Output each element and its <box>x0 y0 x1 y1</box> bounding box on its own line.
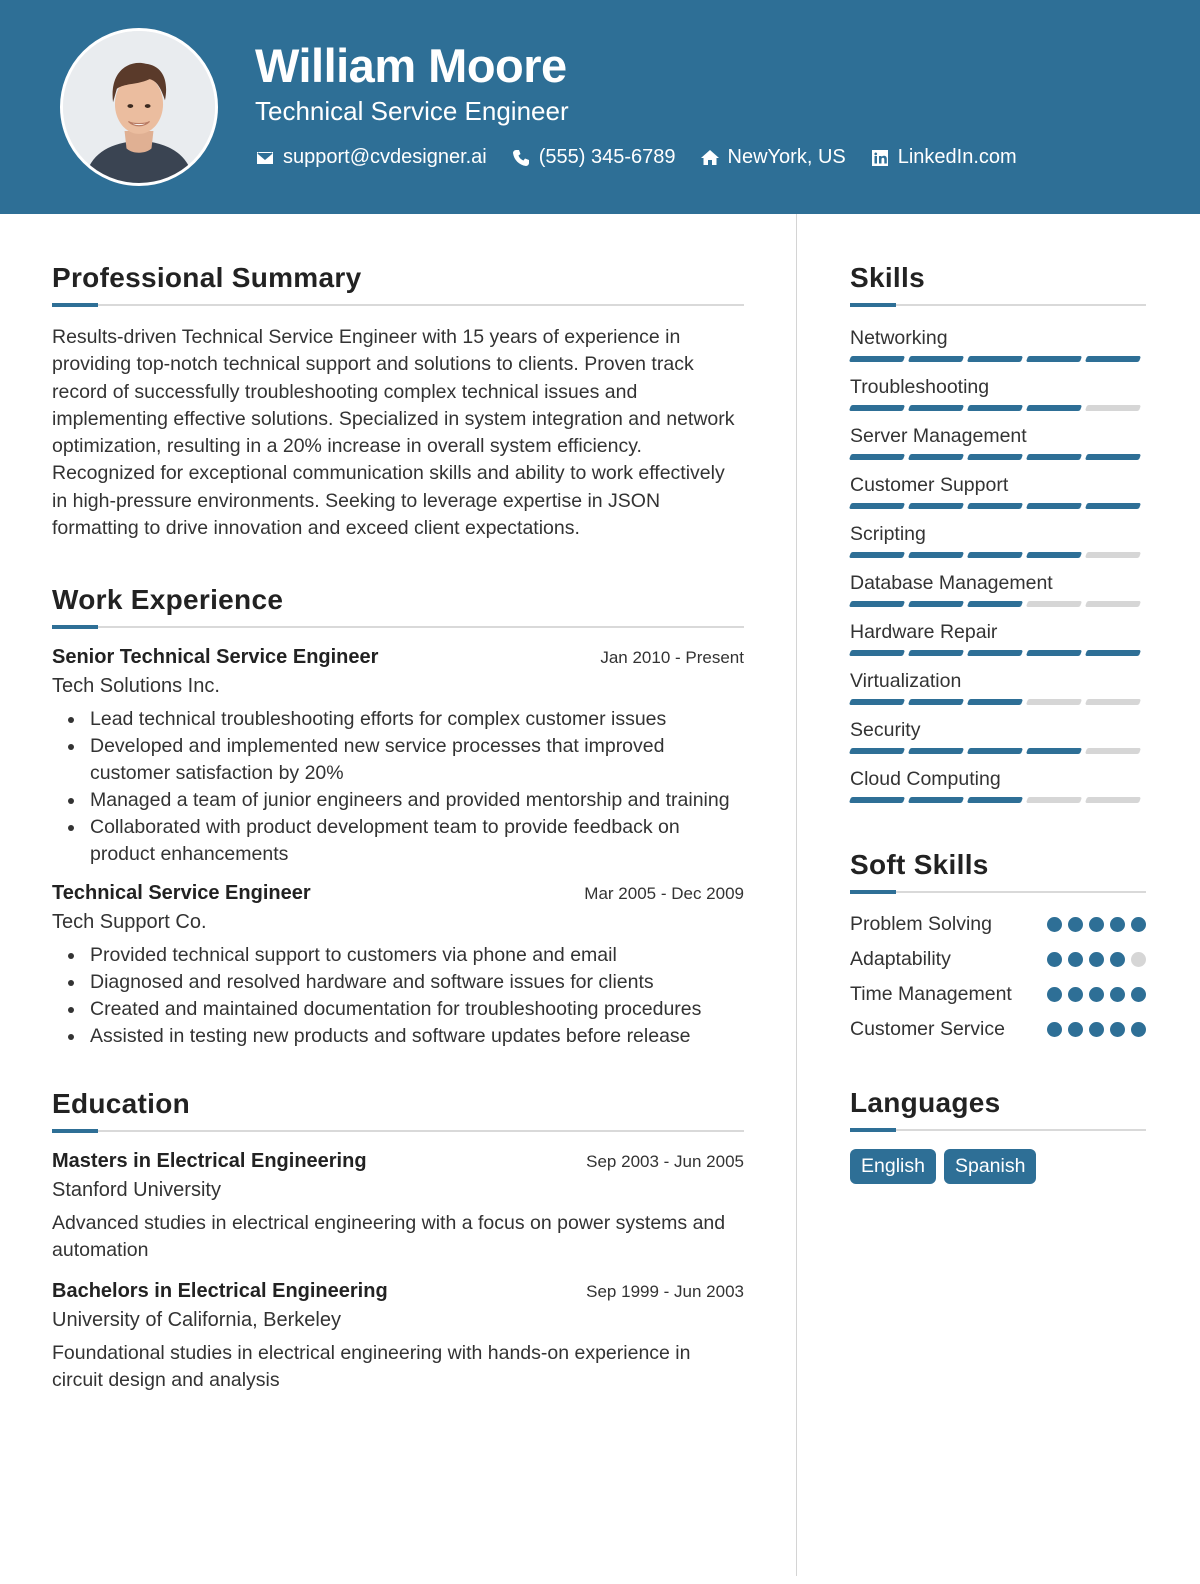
contact-location-text: NewYork, US <box>727 146 846 168</box>
rating-dot <box>1089 952 1104 967</box>
skill-level-segment <box>1026 552 1082 558</box>
rating-dot <box>1047 952 1062 967</box>
skill-level-segment <box>1085 699 1141 705</box>
contact-email-text: support@cvdesigner.ai <box>283 146 487 168</box>
job-bullet: Diagnosed and resolved hardware and software issues for clients <box>90 969 744 996</box>
home-icon <box>700 148 720 168</box>
skill-level-bar <box>850 797 1146 803</box>
skill-level-segment <box>967 748 1023 754</box>
education-description: Foundational studies in electrical engineering with hands-on experience in circuit design and analysis <box>52 1342 691 1392</box>
skills-heading: Skills <box>850 262 925 293</box>
job-title: Technical Service Engineer <box>52 882 311 905</box>
education-entry <box>52 1150 744 1264</box>
education-date: Sep 1999 - Jun 2003 <box>586 1282 744 1302</box>
contact-phone-text: (555) 345-6789 <box>538 146 676 168</box>
skill-level-segment <box>849 503 905 509</box>
section-rule <box>52 304 744 306</box>
contact-location[interactable] <box>700 146 846 169</box>
skill-level-segment <box>967 650 1023 656</box>
soft-skill-name: Time Management <box>850 983 1012 1005</box>
skill-name: Hardware Repair <box>850 621 998 643</box>
skill-level-segment <box>908 405 964 411</box>
skill-level-segment <box>1085 748 1141 754</box>
skill-level-bar <box>850 552 1146 558</box>
skill-name: Virtualization <box>850 670 962 692</box>
skill-level-segment <box>908 797 964 803</box>
rating-dot <box>1110 952 1125 967</box>
skill-level-bar <box>850 356 1146 362</box>
education-description: Advanced studies in electrical engineering with a focus on power systems and automation <box>52 1212 726 1262</box>
soft-skill-item <box>850 981 1146 1008</box>
soft-skill-name: Customer Service <box>850 1018 1005 1040</box>
rating-dot <box>1089 1022 1104 1037</box>
contact-linkedin[interactable] <box>870 146 1017 169</box>
rating-dot <box>1047 1022 1062 1037</box>
skill-level-segment <box>1085 650 1141 656</box>
job-bullet: Collaborated with product development team to provide feedback on product enhancements <box>90 814 744 868</box>
school-name: Stanford University <box>52 1179 221 1202</box>
skill-level-segment <box>967 405 1023 411</box>
job-date: Mar 2005 - Dec 2009 <box>584 884 744 904</box>
soft-skill-name: Adaptability <box>850 948 951 970</box>
skill-level-segment <box>849 405 905 411</box>
job-bullet: Developed and implemented new service processes that improved customer satisfaction by 20% <box>90 733 744 787</box>
section-rule <box>850 1129 1146 1131</box>
job-bullet: Provided technical support to customers via phone and email <box>90 942 744 969</box>
section-rule <box>850 891 1146 893</box>
soft-skill-item <box>850 911 1146 938</box>
soft-skill-rating <box>1047 952 1146 967</box>
summary-text: Results-driven Technical Service Engineer with 15 years of experience in providing top-notch technical support and solutions to clients. Proven track record of successfully troubleshooting complex technical issues and implementing effective solutions. Specialized in system integration and network optimization, resulting in a 20% increase in overall system efficiency. Recognized for exceptional communication skills and ability to work effectively in high-pressure environments. Seeking to leverage expertise in JSON formatting to drive innovation and exceed client expectations. <box>52 326 735 540</box>
skill-level-bar <box>850 454 1146 460</box>
skill-level-segment <box>849 748 905 754</box>
skill-level-segment <box>1026 797 1082 803</box>
job-bullet: Lead technical troubleshooting efforts for complex customer issues <box>90 706 744 733</box>
rating-dot <box>1089 987 1104 1002</box>
skill-level-bar <box>850 748 1146 754</box>
languages-heading: Languages <box>850 1087 1001 1118</box>
skill-level-segment <box>908 650 964 656</box>
section-rule <box>52 1130 744 1132</box>
skill-level-segment <box>1085 454 1141 460</box>
job-bullet: Managed a team of junior engineers and provided mentorship and training <box>90 787 744 814</box>
skill-level-segment <box>967 454 1023 460</box>
job-bullet: Assisted in testing new products and software updates before release <box>90 1023 744 1050</box>
skill-level-segment <box>1026 601 1082 607</box>
skill-level-segment <box>1085 552 1141 558</box>
skill-name: Customer Support <box>850 474 1009 496</box>
skill-item <box>850 618 1146 656</box>
skill-item <box>850 520 1146 558</box>
school-name: University of California, Berkeley <box>52 1309 341 1332</box>
job-entry <box>52 646 744 868</box>
phone-icon <box>511 148 531 168</box>
skill-level-bar <box>850 601 1146 607</box>
linkedin-icon <box>870 148 890 168</box>
skill-name: Scripting <box>850 523 926 545</box>
rating-dot <box>1089 917 1104 932</box>
soft-skills-list <box>850 911 1146 1043</box>
job-entry <box>52 882 744 1050</box>
rating-dot <box>1068 952 1083 967</box>
job-bullet: Created and maintained documentation for troubleshooting procedures <box>90 996 744 1023</box>
languages-list <box>850 1149 1146 1184</box>
rating-dot <box>1131 952 1146 967</box>
skill-level-segment <box>967 503 1023 509</box>
rating-dot <box>1047 917 1062 932</box>
skill-name: Troubleshooting <box>850 376 990 398</box>
skill-name: Security <box>850 719 921 741</box>
skill-level-segment <box>967 699 1023 705</box>
skill-level-segment <box>908 601 964 607</box>
rating-dot <box>1110 1022 1125 1037</box>
skill-item <box>850 471 1146 509</box>
skill-level-segment <box>849 552 905 558</box>
job-company: Tech Solutions Inc. <box>52 675 220 698</box>
rating-dot <box>1110 917 1125 932</box>
skill-level-segment <box>908 454 964 460</box>
contact-email[interactable] <box>255 146 487 169</box>
skill-level-segment <box>1085 797 1141 803</box>
skill-level-segment <box>849 601 905 607</box>
skill-level-segment <box>967 356 1023 362</box>
job-company: Tech Support Co. <box>52 911 207 934</box>
skill-name: Cloud Computing <box>850 768 1001 790</box>
resume-header <box>0 0 1200 214</box>
job-date: Jan 2010 - Present <box>600 648 744 668</box>
soft-skill-item <box>850 946 1146 973</box>
skill-level-segment <box>849 797 905 803</box>
rating-dot <box>1068 1022 1083 1037</box>
skill-level-bar <box>850 699 1146 705</box>
skill-item <box>850 373 1146 411</box>
degree-title: Bachelors in Electrical Engineering <box>52 1280 388 1303</box>
skill-level-segment <box>849 699 905 705</box>
soft-skill-name: Problem Solving <box>850 913 992 935</box>
profile-photo-illustration <box>63 31 215 183</box>
skill-name: Server Management <box>850 425 1027 447</box>
soft-skills-heading: Soft Skills <box>850 849 989 880</box>
skill-level-segment <box>908 748 964 754</box>
skill-level-segment <box>1085 356 1141 362</box>
skill-item <box>850 667 1146 705</box>
soft-skill-rating <box>1047 917 1146 932</box>
skill-level-bar <box>850 503 1146 509</box>
skill-item <box>850 324 1146 362</box>
skill-item <box>850 765 1146 803</box>
language-tag: English <box>850 1149 936 1184</box>
education-date: Sep 2003 - Jun 2005 <box>586 1152 744 1172</box>
rating-dot <box>1131 987 1146 1002</box>
skill-level-segment <box>908 356 964 362</box>
envelope-icon <box>255 148 275 168</box>
soft-skill-rating <box>1047 1022 1146 1037</box>
skill-level-segment <box>908 699 964 705</box>
education-entry <box>52 1280 744 1394</box>
job-bullets <box>52 942 744 1050</box>
degree-title: Masters in Electrical Engineering <box>52 1150 367 1173</box>
experience-heading: Work Experience <box>52 584 284 616</box>
skill-level-segment <box>1026 699 1082 705</box>
skill-level-segment <box>849 650 905 656</box>
skill-name: Networking <box>850 327 948 349</box>
skill-level-bar <box>850 405 1146 411</box>
main-column <box>52 262 744 1410</box>
section-rule <box>850 304 1146 306</box>
skill-level-segment <box>1026 503 1082 509</box>
skill-level-segment <box>1085 405 1141 411</box>
candidate-name: William Moore <box>255 39 567 92</box>
skill-name: Database Management <box>850 572 1053 594</box>
skill-level-segment <box>967 601 1023 607</box>
rating-dot <box>1068 987 1083 1002</box>
job-title: Senior Technical Service Engineer <box>52 646 379 669</box>
rating-dot <box>1110 987 1125 1002</box>
rating-dot <box>1131 917 1146 932</box>
education-heading: Education <box>52 1088 191 1120</box>
rating-dot <box>1131 1022 1146 1037</box>
contact-phone[interactable] <box>511 146 676 169</box>
summary-heading: Professional Summary <box>52 262 362 293</box>
skill-level-segment <box>908 552 964 558</box>
job-bullets <box>52 706 744 868</box>
skill-level-segment <box>1026 650 1082 656</box>
contact-linkedin-text: LinkedIn.com <box>897 146 1017 168</box>
skill-level-bar <box>850 650 1146 656</box>
rating-dot <box>1047 987 1062 1002</box>
skill-level-segment <box>1085 601 1141 607</box>
skill-level-segment <box>1026 405 1082 411</box>
skill-level-segment <box>967 797 1023 803</box>
skill-level-segment <box>1026 748 1082 754</box>
section-rule <box>52 626 744 628</box>
sidebar-column <box>850 262 1146 1184</box>
skill-level-segment <box>849 356 905 362</box>
rating-dot <box>1068 917 1083 932</box>
soft-skill-item <box>850 1016 1146 1043</box>
skill-level-segment <box>1085 503 1141 509</box>
profile-photo <box>60 28 218 186</box>
skills-list <box>850 324 1146 803</box>
soft-skill-rating <box>1047 987 1146 1002</box>
column-divider <box>796 214 797 1576</box>
language-tag: Spanish <box>944 1149 1036 1184</box>
contact-list <box>255 146 1017 169</box>
skill-item <box>850 422 1146 460</box>
skill-level-segment <box>1026 356 1082 362</box>
skill-item <box>850 716 1146 754</box>
skill-level-segment <box>1026 454 1082 460</box>
skill-item <box>850 569 1146 607</box>
skill-level-segment <box>967 552 1023 558</box>
skill-level-segment <box>908 503 964 509</box>
skill-level-segment <box>849 454 905 460</box>
candidate-title: Technical Service Engineer <box>255 96 569 126</box>
